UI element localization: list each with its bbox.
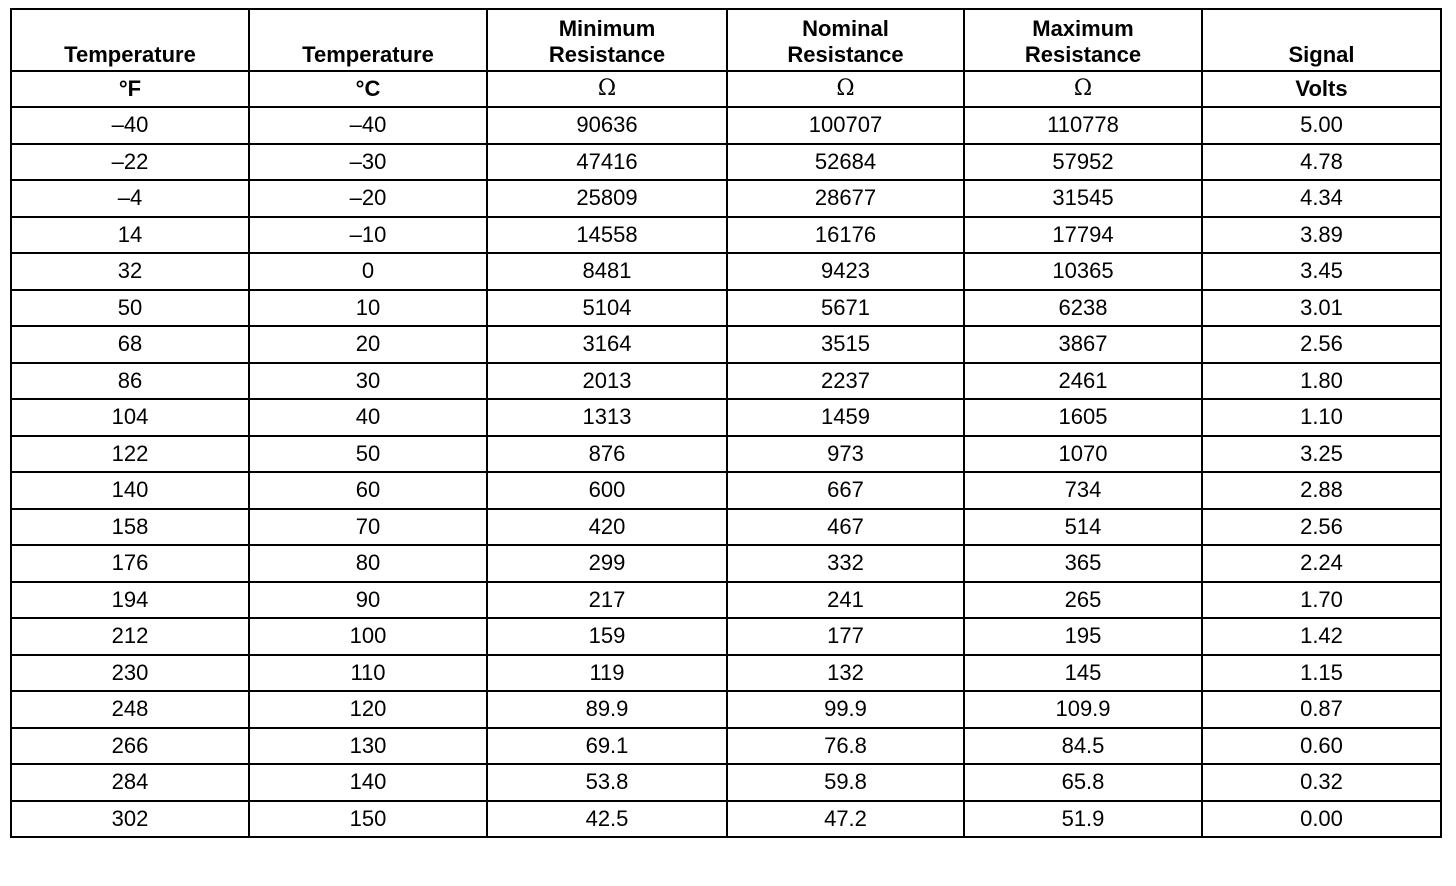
cell-temp-f: 176 <box>11 545 249 582</box>
header-line: Nominal <box>802 16 889 41</box>
cell-signal-volts: 2.88 <box>1202 472 1441 509</box>
table-row <box>11 253 1441 290</box>
cell-min-resistance: 42.5 <box>487 801 727 838</box>
cell-temp-f: 158 <box>11 509 249 546</box>
table-row <box>11 655 1441 692</box>
cell-max-resistance: 265 <box>964 582 1202 619</box>
cell-temp-c: 130 <box>249 728 487 765</box>
cell-max-resistance: 1605 <box>964 399 1202 436</box>
unit-ohm-minimum: Ω <box>487 71 727 107</box>
cell-temp-c: –20 <box>249 180 487 217</box>
cell-signal-volts: 0.32 <box>1202 764 1441 801</box>
cell-signal-volts: 1.15 <box>1202 655 1441 692</box>
header-temperature-f <box>11 9 249 71</box>
cell-nominal-resistance: 47.2 <box>727 801 964 838</box>
header-unit-row <box>11 71 1441 107</box>
cell-temp-c: 70 <box>249 509 487 546</box>
cell-temp-c: 120 <box>249 691 487 728</box>
header-line: Resistance <box>787 42 904 67</box>
cell-signal-volts: 3.25 <box>1202 436 1441 473</box>
cell-nominal-resistance: 59.8 <box>727 764 964 801</box>
temperature-resistance-table <box>10 8 1442 838</box>
table-row <box>11 326 1441 363</box>
cell-min-resistance: 159 <box>487 618 727 655</box>
cell-temp-f: –22 <box>11 144 249 181</box>
header-line: Temperature <box>64 42 196 67</box>
header-line: Minimum <box>558 16 656 41</box>
cell-max-resistance: 109.9 <box>964 691 1202 728</box>
cell-temp-c: 30 <box>249 363 487 400</box>
cell-max-resistance: 514 <box>964 509 1202 546</box>
cell-temp-c: 60 <box>249 472 487 509</box>
cell-signal-volts: 4.78 <box>1202 144 1441 181</box>
cell-max-resistance: 10365 <box>964 253 1202 290</box>
header-minimum-resistance <box>487 9 727 71</box>
cell-min-resistance: 89.9 <box>487 691 727 728</box>
header-temperature-c <box>249 9 487 71</box>
cell-signal-volts: 1.10 <box>1202 399 1441 436</box>
cell-max-resistance: 6238 <box>964 290 1202 327</box>
table-row <box>11 545 1441 582</box>
cell-max-resistance: 31545 <box>964 180 1202 217</box>
cell-min-resistance: 876 <box>487 436 727 473</box>
header-maximum-resistance <box>964 9 1202 71</box>
cell-nominal-resistance: 667 <box>727 472 964 509</box>
cell-min-resistance: 299 <box>487 545 727 582</box>
cell-temp-c: 140 <box>249 764 487 801</box>
cell-temp-f: 32 <box>11 253 249 290</box>
unit-fahrenheit: °F <box>11 71 249 107</box>
cell-max-resistance: 51.9 <box>964 801 1202 838</box>
cell-temp-f: 14 <box>11 217 249 254</box>
table-row <box>11 728 1441 765</box>
cell-temp-c: 100 <box>249 618 487 655</box>
cell-temp-c: –30 <box>249 144 487 181</box>
cell-min-resistance: 53.8 <box>487 764 727 801</box>
header-nominal-resistance <box>727 9 964 71</box>
table-row <box>11 107 1441 144</box>
cell-temp-c: 90 <box>249 582 487 619</box>
cell-nominal-resistance: 177 <box>727 618 964 655</box>
cell-signal-volts: 5.00 <box>1202 107 1441 144</box>
cell-signal-volts: 0.87 <box>1202 691 1441 728</box>
table-header <box>11 9 1441 107</box>
cell-signal-volts: 0.00 <box>1202 801 1441 838</box>
cell-nominal-resistance: 1459 <box>727 399 964 436</box>
cell-temp-c: 10 <box>249 290 487 327</box>
cell-temp-f: 68 <box>11 326 249 363</box>
cell-temp-f: 122 <box>11 436 249 473</box>
cell-signal-volts: 0.60 <box>1202 728 1441 765</box>
cell-temp-c: 150 <box>249 801 487 838</box>
cell-nominal-resistance: 76.8 <box>727 728 964 765</box>
cell-signal-volts: 2.56 <box>1202 509 1441 546</box>
cell-signal-volts: 2.24 <box>1202 545 1441 582</box>
cell-min-resistance: 8481 <box>487 253 727 290</box>
cell-signal-volts: 1.80 <box>1202 363 1441 400</box>
cell-max-resistance: 365 <box>964 545 1202 582</box>
cell-temp-f: 284 <box>11 764 249 801</box>
cell-temp-c: –10 <box>249 217 487 254</box>
unit-ohm-nominal: Ω <box>727 71 964 107</box>
cell-nominal-resistance: 973 <box>727 436 964 473</box>
cell-min-resistance: 25809 <box>487 180 727 217</box>
cell-min-resistance: 47416 <box>487 144 727 181</box>
cell-nominal-resistance: 467 <box>727 509 964 546</box>
table-row <box>11 509 1441 546</box>
table-row <box>11 144 1441 181</box>
cell-nominal-resistance: 132 <box>727 655 964 692</box>
cell-signal-volts: 3.89 <box>1202 217 1441 254</box>
cell-temp-f: 302 <box>11 801 249 838</box>
cell-temp-f: 266 <box>11 728 249 765</box>
cell-signal-volts: 1.42 <box>1202 618 1441 655</box>
cell-nominal-resistance: 241 <box>727 582 964 619</box>
cell-max-resistance: 3867 <box>964 326 1202 363</box>
header-line: Maximum <box>1032 16 1134 41</box>
cell-temp-c: 110 <box>249 655 487 692</box>
cell-max-resistance: 734 <box>964 472 1202 509</box>
cell-min-resistance: 2013 <box>487 363 727 400</box>
unit-ohm-maximum: Ω <box>964 71 1202 107</box>
cell-min-resistance: 90636 <box>487 107 727 144</box>
cell-nominal-resistance: 2237 <box>727 363 964 400</box>
cell-max-resistance: 110778 <box>964 107 1202 144</box>
cell-signal-volts: 1.70 <box>1202 582 1441 619</box>
cell-nominal-resistance: 52684 <box>727 144 964 181</box>
cell-nominal-resistance: 28677 <box>727 180 964 217</box>
header-line: Resistance <box>548 42 666 67</box>
cell-signal-volts: 4.34 <box>1202 180 1441 217</box>
cell-max-resistance: 65.8 <box>964 764 1202 801</box>
cell-temp-f: 50 <box>11 290 249 327</box>
table-row <box>11 582 1441 619</box>
table-row <box>11 436 1441 473</box>
cell-nominal-resistance: 16176 <box>727 217 964 254</box>
table-row <box>11 764 1441 801</box>
cell-temp-f: 212 <box>11 618 249 655</box>
table-row <box>11 801 1441 838</box>
header-title-row <box>11 9 1441 71</box>
header-line: Resistance <box>1024 42 1142 67</box>
cell-nominal-resistance: 3515 <box>727 326 964 363</box>
header-line: Temperature <box>302 42 434 67</box>
cell-temp-c: 80 <box>249 545 487 582</box>
table-row <box>11 217 1441 254</box>
cell-temp-f: 248 <box>11 691 249 728</box>
cell-signal-volts: 2.56 <box>1202 326 1441 363</box>
header-line: Signal <box>1288 42 1355 67</box>
cell-temp-c: 0 <box>249 253 487 290</box>
cell-max-resistance: 57952 <box>964 144 1202 181</box>
resistance-table-container <box>10 8 1440 878</box>
table-body <box>11 107 1441 837</box>
cell-max-resistance: 2461 <box>964 363 1202 400</box>
cell-temp-f: 194 <box>11 582 249 619</box>
cell-temp-f: 140 <box>11 472 249 509</box>
cell-temp-f: –40 <box>11 107 249 144</box>
cell-signal-volts: 3.45 <box>1202 253 1441 290</box>
cell-temp-f: 86 <box>11 363 249 400</box>
cell-signal-volts: 3.01 <box>1202 290 1441 327</box>
table-row <box>11 363 1441 400</box>
cell-max-resistance: 17794 <box>964 217 1202 254</box>
cell-temp-c: 40 <box>249 399 487 436</box>
cell-min-resistance: 5104 <box>487 290 727 327</box>
cell-nominal-resistance: 332 <box>727 545 964 582</box>
cell-min-resistance: 600 <box>487 472 727 509</box>
table-row <box>11 618 1441 655</box>
cell-nominal-resistance: 5671 <box>727 290 964 327</box>
cell-temp-c: –40 <box>249 107 487 144</box>
header-signal <box>1202 9 1441 71</box>
cell-temp-c: 20 <box>249 326 487 363</box>
cell-nominal-resistance: 9423 <box>727 253 964 290</box>
cell-temp-f: –4 <box>11 180 249 217</box>
cell-temp-f: 104 <box>11 399 249 436</box>
cell-nominal-resistance: 100707 <box>727 107 964 144</box>
cell-temp-c: 50 <box>249 436 487 473</box>
cell-min-resistance: 69.1 <box>487 728 727 765</box>
cell-min-resistance: 1313 <box>487 399 727 436</box>
cell-max-resistance: 1070 <box>964 436 1202 473</box>
cell-min-resistance: 217 <box>487 582 727 619</box>
cell-max-resistance: 195 <box>964 618 1202 655</box>
table-row <box>11 691 1441 728</box>
cell-min-resistance: 3164 <box>487 326 727 363</box>
cell-min-resistance: 420 <box>487 509 727 546</box>
table-row <box>11 399 1441 436</box>
unit-volts: Volts <box>1202 71 1441 107</box>
table-row <box>11 290 1441 327</box>
unit-celsius: °C <box>249 71 487 107</box>
cell-nominal-resistance: 99.9 <box>727 691 964 728</box>
cell-min-resistance: 119 <box>487 655 727 692</box>
table-row <box>11 472 1441 509</box>
cell-temp-f: 230 <box>11 655 249 692</box>
cell-max-resistance: 145 <box>964 655 1202 692</box>
cell-max-resistance: 84.5 <box>964 728 1202 765</box>
cell-min-resistance: 14558 <box>487 217 727 254</box>
table-row <box>11 180 1441 217</box>
